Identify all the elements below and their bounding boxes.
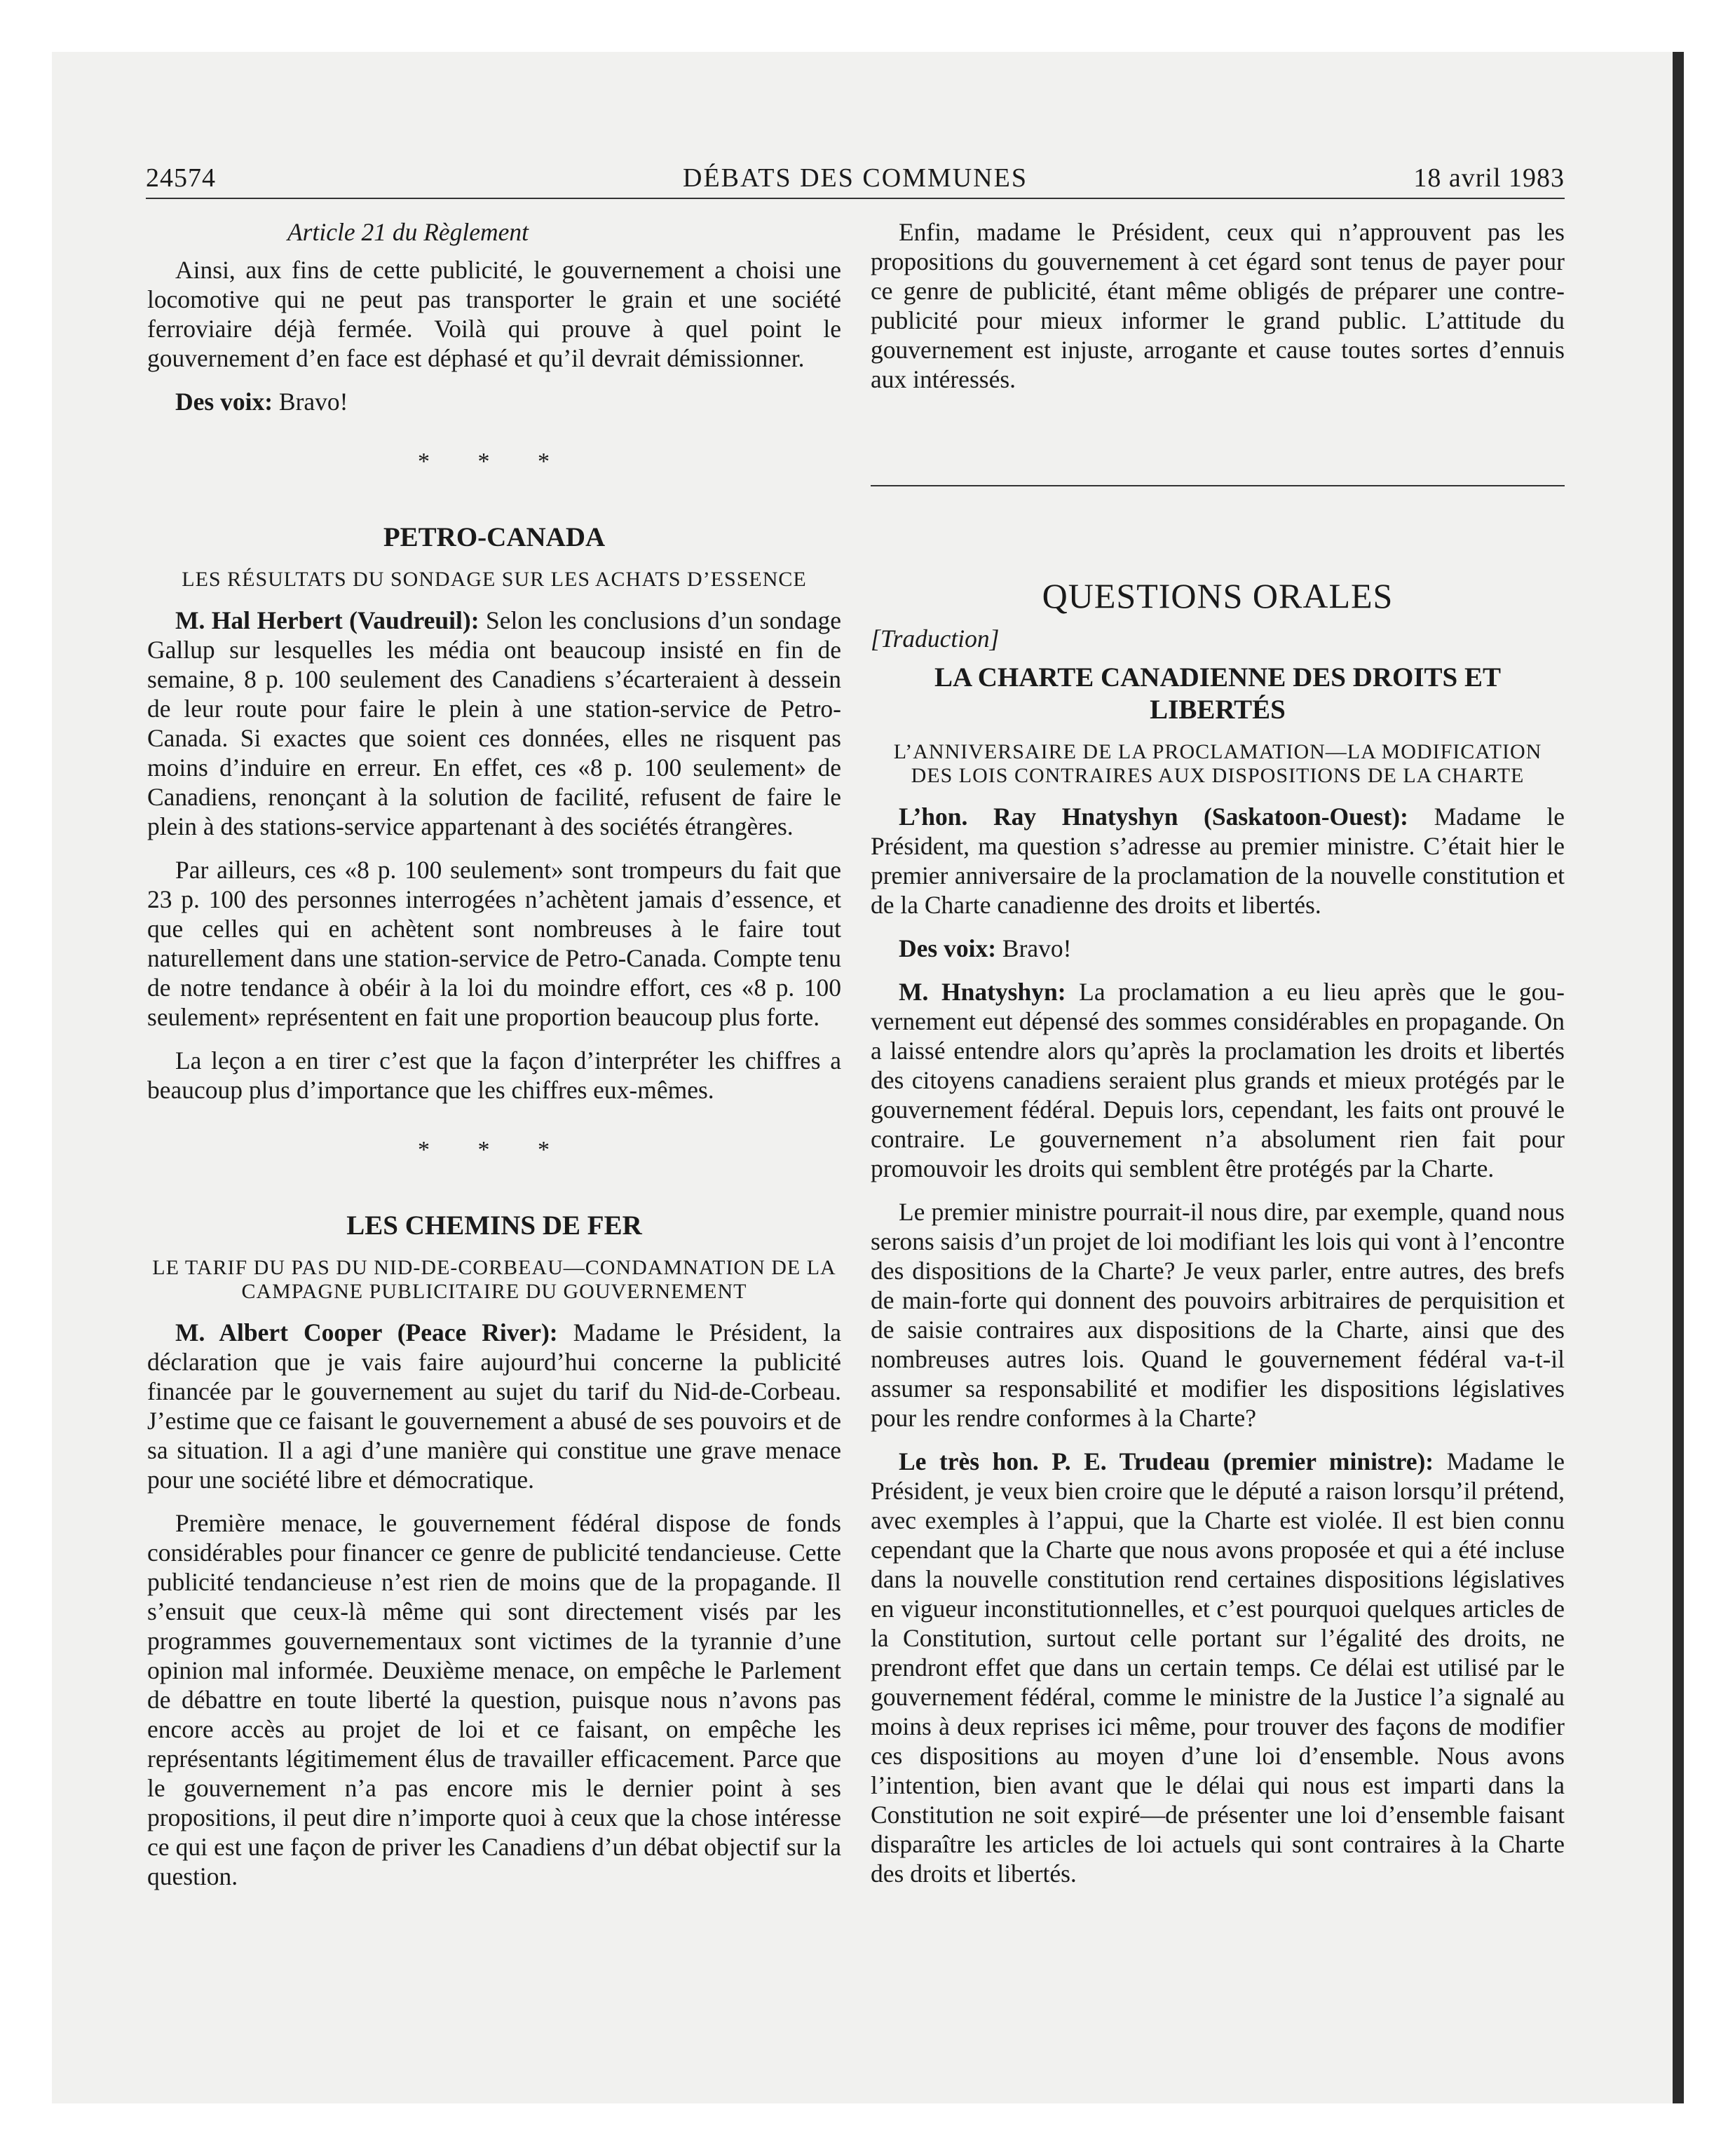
section-subheading: L’ANNIVERSAIRE DE LA PROCLAMATION—LA MODIFICATION DES LOIS CONTRAIRES AUX DISPOSITIONS DE LA CHARTE [893, 740, 1542, 787]
speech-text: Bravo! [996, 934, 1072, 962]
section-heading: LES CHEMINS DE FER [346, 1210, 642, 1241]
speech-paragraph [147, 606, 841, 841]
speech-text: Bravo! [273, 388, 348, 416]
paragraph: Le premier ministre pourrait-il nous dire, par exemple, quand nous serons saisis d’un projet de loi modifiant les lois qui vont à l’encontre des dispositions de la Charte? Je veux parler, entre autres, des brefs de main-forte qui donnent des pouvoirs arbitraires de perquisition et de saisie contraires aux dispositions de la Charte, ainsi que des nombreuses autres lois. Quand le gouvernement fédéral va-t-il assumer sa responsabilité et modifier les dispositions législatives pour les rendre conformes à la Charte? [871, 1198, 1565, 1432]
speech-text: Madame le Président, je veux bien croire que le député a raison lorsqu’il prétend, avec exemples à l’appui, que la Charte est violée. Il est bien connu cependant que la Charte que nous avons proposée et qui a été incluse dans la nouvelle constitution rend certaines dispositions législatives en vigueur inconstitutionnelles, et c’est pourquoi quelques articles de la Constitution, surtout celle portant sur l’égalité des droits, ne prendront effet que dans un certain temps. Ce délai est utilisé par le gouvernement fédéral, comme le ministre de la Justice l’a signalé au moins à deux reprises ici même, pour trouver des façons de modifier ces dispositions au moyen d’une loi d’ensemble. Nous avons l’intention, bien avant que le délai qui nous est imparti dans la Constitution ne soit expiré—de présenter une loi d’ensemble faisant disparaître les articles de loi actuels qui sont contraires à la Charte des droits et libertés. [871, 1447, 1565, 1888]
right-column [871, 217, 1565, 1902]
speech-paragraph [871, 1447, 1565, 1888]
interjection [871, 934, 1565, 963]
speech-text: Selon les conclusions d’un sondage Gallup sur lesquelles les média ont beaucoup insisté en fin de semaine, 8 p. 100 seulement des Canadiens s’écarteraient à dessein de leur route pour faire le plein à une station-service de Petro-Canada. Si exactes que soient ces données, elles ne risquent pas moins d’induire en erreur. En effet, ces «8 p. 100 seulement» de Canadiens, renonçant à la solution de facilité, refusent de faire le plein à des stations-service appartenant à des sociétés étrangères. [147, 606, 841, 840]
header-rule [146, 198, 1565, 199]
section-heading: PETRO-CANADA [383, 522, 606, 552]
major-heading: QUESTIONS ORALES [1042, 576, 1394, 615]
speaker-name: M. Hal Herbert (Vaudreuil): [175, 606, 479, 634]
issue-date: 18 avril 1983 [1413, 163, 1565, 193]
speaker-name: L’hon. Ray Hnatyshyn (Saskatoon-Ouest): [899, 803, 1408, 831]
translation-note: [Traduction] [871, 625, 1000, 653]
speaker-name: Des voix: [175, 388, 273, 416]
interjection [147, 387, 841, 416]
rule-note: Article 21 du Règlement [287, 218, 529, 246]
section-subheading: LE TARIF DU PAS DU NID-DE-CORBEAU—CONDAMNATION DE LA CAMPAGNE PUBLICITAIRE DU GOUVERNEMENT [152, 1256, 836, 1303]
section-separator: * * * [418, 449, 571, 475]
section-subheading: LES RÉSULTATS DU SONDAGE SUR LES ACHATS D’ESSENCE [182, 568, 807, 591]
running-header [146, 163, 1565, 196]
paragraph: La leçon a en tirer c’est que la façon d’interpréter les chiffres a beaucoup plus d’importance que les chiffres eux-mêmes. [147, 1046, 841, 1104]
section-heading: LA CHARTE CANADIENNE DES DROITS ET LIBERTÉS [934, 662, 1502, 725]
speaker-name: Des voix: [899, 934, 997, 962]
paragraph: Enfin, madame le Président, ceux qui n’approuvent pas les propositions du gouvernement à cet égard sont tenus de payer pour ce genre de publicité, étant même obligés de préparer une contre-publicité pour mieux informer le grand public. L’attitude du gouvernement est injuste, arrogante et cause toutes sortes d’ennuis aux intéressés. [871, 218, 1565, 393]
page-number: 24574 [146, 163, 216, 193]
publication-title: DÉBATS DES COMMUNES [683, 163, 1028, 193]
scan-edge-bar [1673, 52, 1684, 2103]
speech-text: Madame le Président, la déclaration que je vais faire aujourd’hui concerne la publicité financée par le gouvernement au sujet du tarif du Nid-de-Corbeau. J’estime que ce faisant le gouvernement a abusé de ses pouvoirs et de sa situation. Il a agi d’une manière qui constitue une grave menace pour une société libre et démocratique. [147, 1318, 841, 1494]
speaker-name: M. Hnatyshyn: [899, 978, 1066, 1006]
speech-text: Madame le Président, ma question s’adresse au premier ministre. C’était hier le premier anniversaire de la proclamation de la nouvelle constitution et de la Charte canadienne des droits et libertés. [871, 803, 1565, 919]
speech-paragraph [147, 1318, 841, 1494]
left-column [147, 217, 841, 1905]
paragraph: Première menace, le gouvernement fédéral dispose de fonds considérables pour financer ce genre de publicité tendancieuse. Cette publicité tendancieuse n’est rien de moins que de la propagande. Il s’ensuit que ceux-là même qui sont directement visés par les programmes gouvernementaux sont victimes de la tyrannie d’une opinion mal informée. Deuxième menace, on empêche le Parlement de débattre en toute liberté la question, puisque nous n’avons pas encore accès au projet de loi et ce faisant, on empêche les représentants légitimement élus de travailler efficacement. Parce que le gouvernement n’a pas encore mis le dernier point à ses propositions, il peut dire n’importe quoi à ceux que la chose intéresse ce qui est une façon de priver les Canadiens d’un débat objectif sur la question. [147, 1509, 841, 1890]
paragraph: Ainsi, aux fins de cette publicité, le gouvernement a choisi une locomotive qui ne peut pas transporter le grain et une société ferroviaire déjà fermée. Voilà qui prouve à quel point le gouvernement d’en face est déphasé et qu’il devrait démissionner. [147, 256, 841, 372]
paragraph: Par ailleurs, ces «8 p. 100 seulement» sont trompeurs du fait que 23 p. 100 des personnes interrogées n’achètent jamais d’essence, et que celles qui en achètent sont nombreuses à le faire tout naturellement dans une station-service de Petro-Canada. Compte tenu de notre tendance à obéir à la loi du moindre effort, ces «8 p. 100 seulement» représentent en fait une proportion beaucoup plus forte. [147, 856, 841, 1031]
section-separator: * * * [418, 1137, 571, 1163]
speech-text: La proclamation a eu lieu après que le gouvernement eut dépensé des sommes considérables en propagande. On a laissé entendre alors qu’après la proclamation les droits et libertés des citoyens canadiens seraient plus grands et mieux protégés par le gouvernement fédéral. Depuis lors, cependant, les faits ont prouvé le contraire. Le gouvernement n’a absolument rien fait pour promouvoir les droits qui semblent être protégés par la Charte. [871, 978, 1565, 1182]
column-rule [871, 485, 1565, 486]
speaker-name: M. Albert Cooper (Peace River): [175, 1318, 558, 1346]
speech-paragraph [871, 802, 1565, 920]
speaker-name: Le très hon. P. E. Trudeau (premier ministre): [899, 1447, 1434, 1475]
speech-paragraph [871, 977, 1565, 1183]
